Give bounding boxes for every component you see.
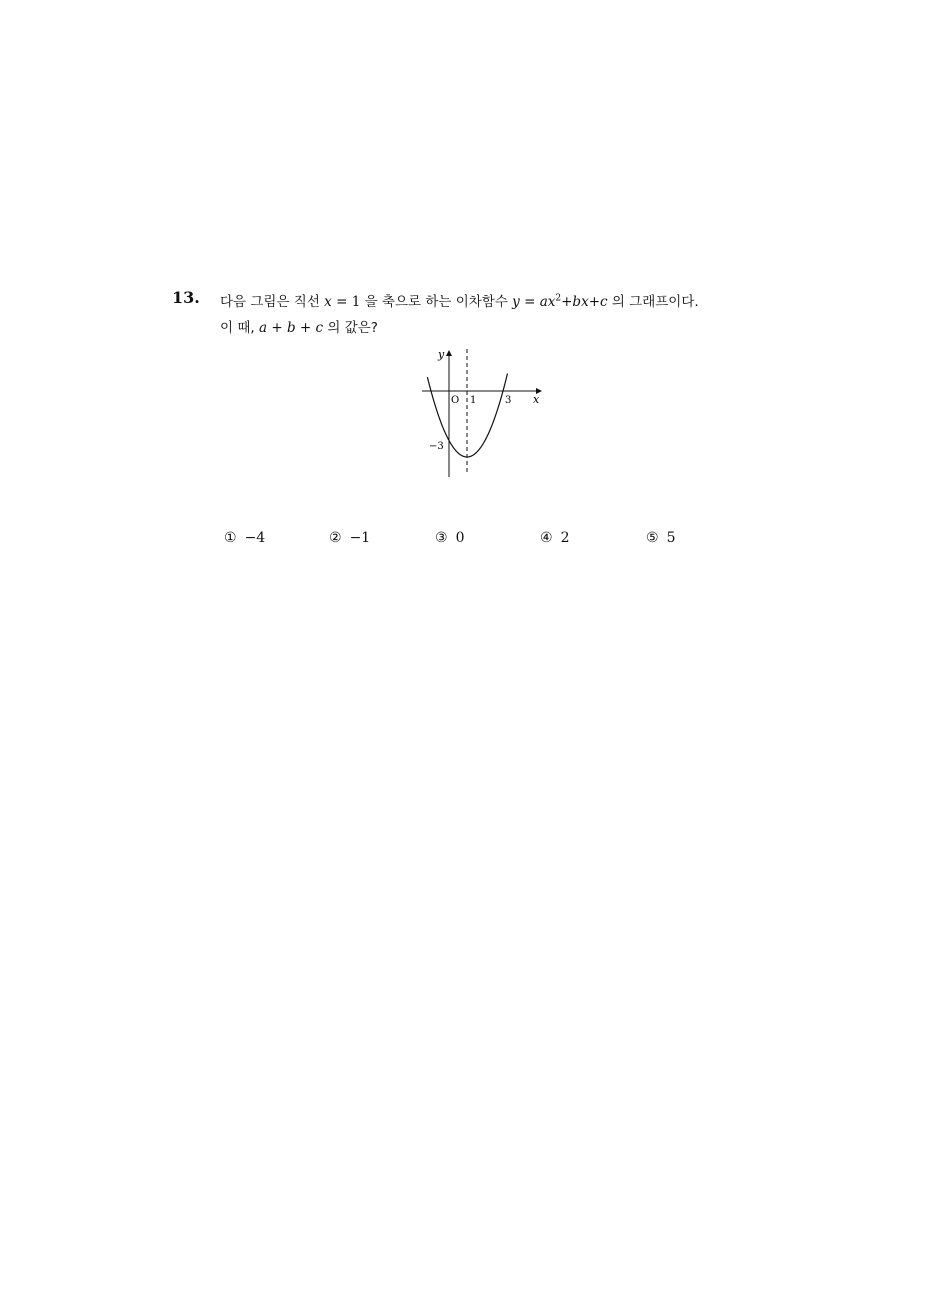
origin-label: O: [451, 395, 460, 406]
math-plus: +: [588, 294, 600, 310]
y-intercept-label: −3: [429, 441, 444, 452]
choice-3[interactable]: [435, 530, 464, 546]
question-text-line1: [220, 290, 699, 310]
math-c: c: [600, 294, 608, 310]
text-segment: 의 값은?: [323, 320, 378, 336]
x-axis-label: x: [533, 393, 540, 406]
question-text-line2: [220, 316, 378, 336]
math-a: a: [258, 320, 268, 336]
math-b: b: [286, 320, 296, 336]
math-eq-1: = 1: [331, 294, 361, 310]
choice-marker: ②: [329, 530, 342, 546]
choice-value: 2: [560, 530, 570, 546]
answer-choices: [224, 530, 784, 550]
math-x: x: [324, 294, 332, 310]
choice-value: 0: [455, 530, 465, 546]
choice-value: −4: [244, 530, 266, 546]
y-axis-label: y: [438, 348, 445, 361]
math-ax: ax: [539, 294, 556, 310]
choice-marker: ③: [435, 530, 448, 546]
math-exponent: 2: [555, 293, 562, 304]
math-c: c: [315, 320, 324, 336]
math-plus: +: [267, 320, 287, 336]
tick-label-1: 1: [470, 395, 477, 406]
math-plus: +: [295, 320, 316, 336]
text-segment: 을 축으로 하는 이차함수: [360, 294, 513, 310]
parabola-graph: [410, 345, 550, 485]
text-segment: 다음 그림은 직선: [220, 294, 325, 310]
text-segment: 의 그래프이다.: [607, 294, 699, 310]
choice-4[interactable]: [540, 530, 569, 546]
choice-1[interactable]: [224, 530, 265, 546]
choice-marker: ④: [540, 530, 553, 546]
choice-value: 5: [666, 530, 676, 546]
math-y: y: [512, 294, 520, 310]
choice-marker: ①: [224, 530, 237, 546]
choice-2[interactable]: [329, 530, 370, 546]
question-number: 13.: [172, 288, 200, 307]
text-segment: 이 때,: [220, 320, 259, 336]
choice-marker: ⑤: [646, 530, 659, 546]
choice-5[interactable]: [646, 530, 675, 546]
choice-value: −1: [349, 530, 371, 546]
math-bx: bx: [572, 294, 589, 310]
math-equals: =: [519, 294, 540, 310]
tick-label-3: 3: [505, 395, 512, 406]
math-plus: +: [561, 294, 573, 310]
